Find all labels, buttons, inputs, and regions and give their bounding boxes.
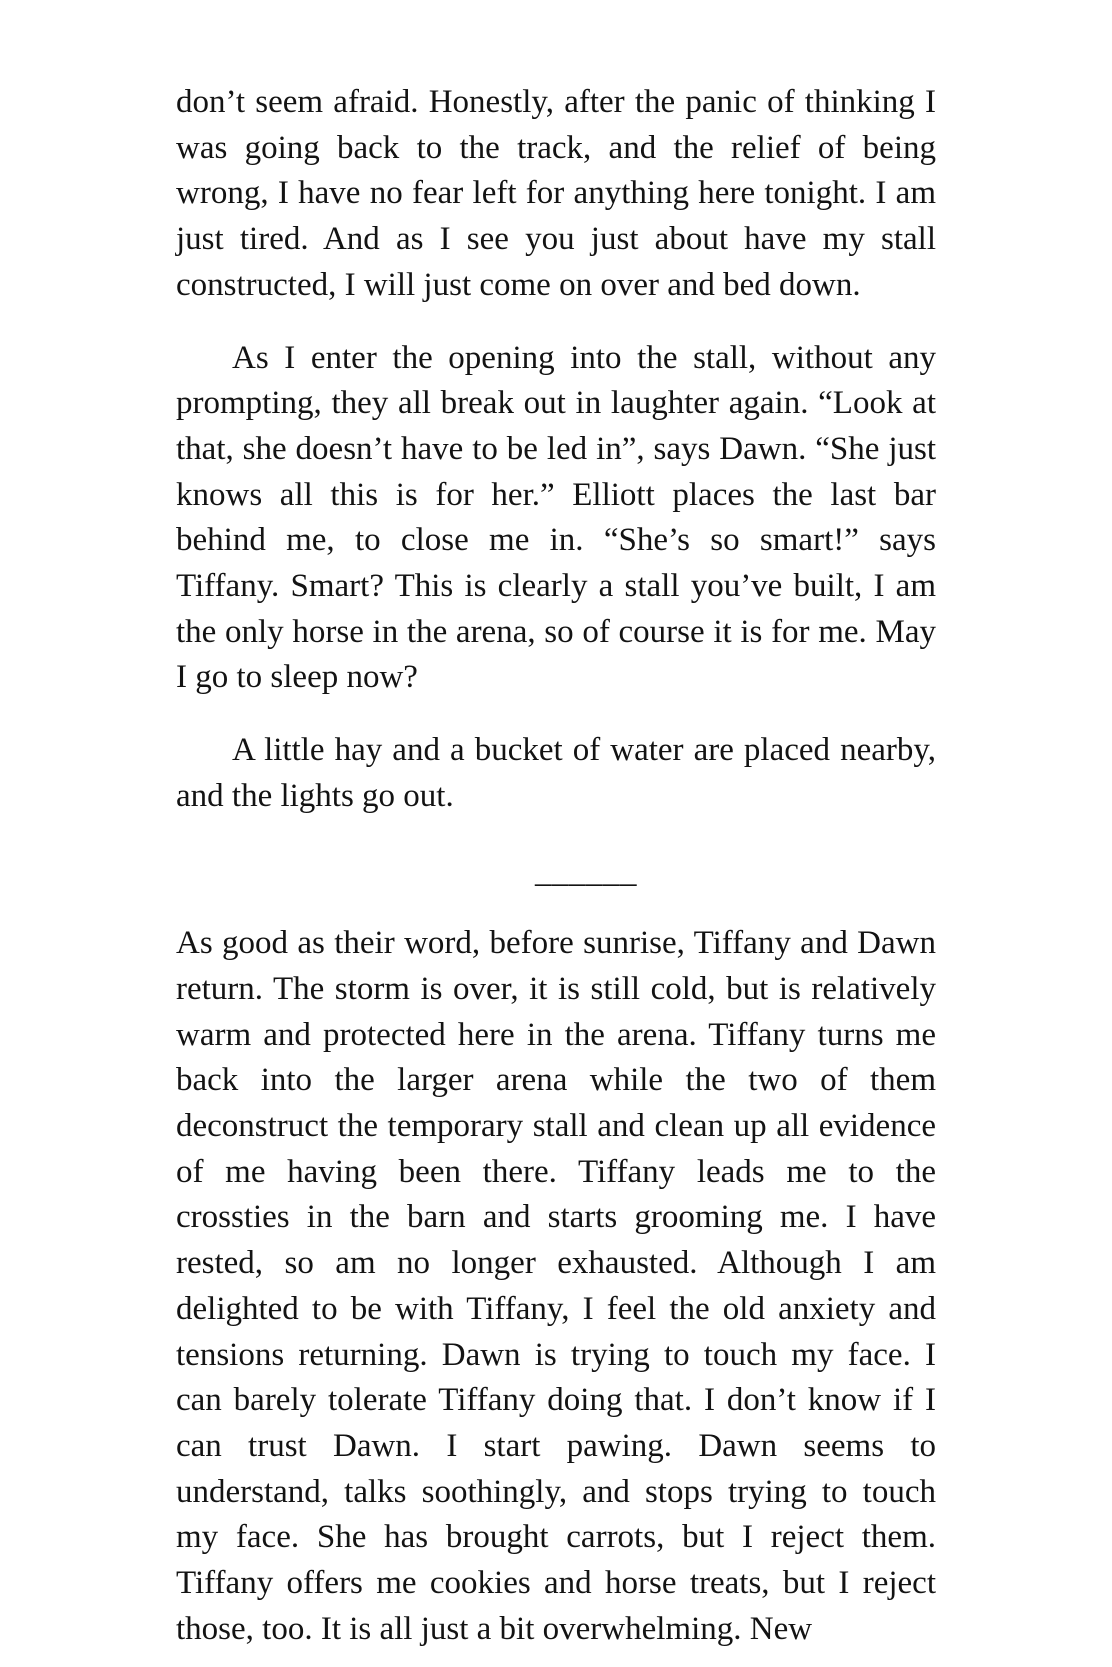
paragraph-continuation: don’t seem afraid. Honestly, after the panic of thinking I was going back to the track, and the relief of being wrong, I have no fear left for anything here tonight. I am just tired. And as I see you just about have my stall constructed, I will just come on over and bed down. xyxy=(176,84,936,303)
paragraph-lights-out: A little hay and a bucket of water are placed nearby, and the lights go out. xyxy=(176,732,936,814)
paragraph-stall-entry: As I enter the opening into the stall, without any prompting, they all break out in laughter again. “Look at that, she doesn’t have to be led in”, says Dawn. “She just knows all this is for her.” Elliott places the last bar behind me, to close me in. “She’s so smart!” says Tiffany. Smart? This is clearly a stall you’ve built, I am the only horse in the arena, so of course it is for me. May I go to sleep now? xyxy=(176,339,936,696)
section-divider-line: ______ xyxy=(535,853,637,890)
section-divider xyxy=(176,850,936,896)
paragraph-morning-return: As good as their word, before sunrise, Tiffany and Dawn return. The storm is over, it is still cold, but is relatively warm and protected here in the arena. Tiffany turns me back into the larger arena while the two of them deconstruct the temporary stall and clean up all evidence of me having been there. Tiffany leads me to the crossties in the barn and starts grooming me. I have rested, so am no longer exhausted. Although I am delighted to be with Tiffany, I feel the old anxiety and tensions returning. Dawn is trying to touch my face. I can barely tolerate Tiffany doing that. I don’t know if I can trust Dawn. I start pawing. Dawn seems to understand, talks soothingly, and stops trying to touch my face. She has brought carrots, but I reject them. Tiffany offers me cookies and horse treats, but I reject those, too. It is all just a bit overwhelming. New xyxy=(176,925,936,1647)
